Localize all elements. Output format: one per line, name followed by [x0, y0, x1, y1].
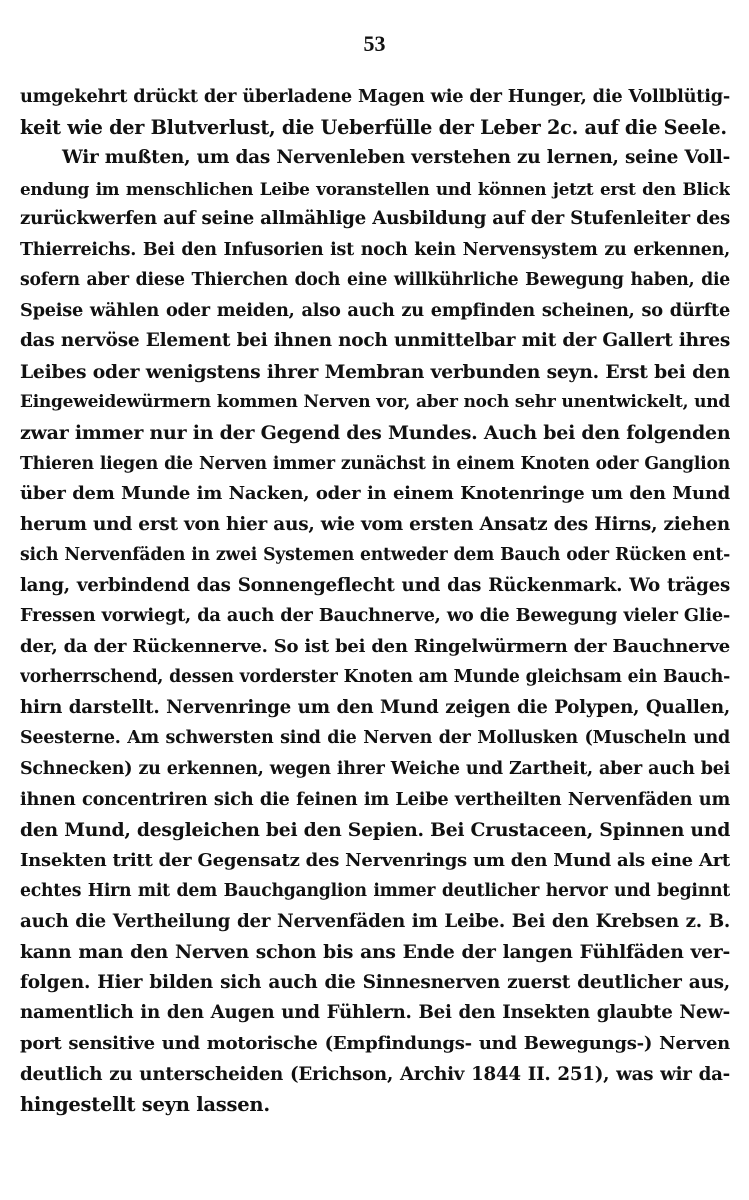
- text-line: Seesterne. Am schwersten sind die Nerven der Mollusken (Muscheln und: [20, 728, 730, 749]
- body-text: [20, 82, 730, 1121]
- page-number: 53: [363, 31, 386, 56]
- text-line: auch die Vertheilung der Nervenfäden im Leibe. Bei den Krebsen z. B.: [20, 910, 730, 932]
- text-line: Eingeweidewürmern kommen Nerven vor, aber noch sehr unentwickelt, und: [20, 392, 730, 413]
- text-line: sofern aber diese Thierchen doch eine willkührliche Bewegung haben, die: [20, 270, 730, 291]
- text-line: hingestellt seyn lassen.: [20, 1093, 270, 1117]
- text-line: Wir mußten, um das Nervenleben verstehen zu lernen, seine Voll-: [62, 147, 730, 169]
- text-line: deutlich zu unterscheiden (Erichson, Archiv 1844 II. 251), was wir da-: [20, 1063, 730, 1085]
- text-line: sich Nervenfäden in zwei Systemen entweder dem Bauch oder Rücken ent-: [20, 545, 730, 566]
- text-line: Schnecken) zu erkennen, wegen ihrer Weiche und Zartheit, aber auch bei: [20, 759, 730, 780]
- text-line: kann man den Nerven schon bis ans Ende der langen Fühlfäden ver-: [20, 941, 730, 964]
- text-line: umgekehrt drückt der überladene Magen wie der Hunger, die Vollblütig-: [20, 86, 730, 107]
- text-line: ihnen concentriren sich die feinen im Leibe vertheilten Nervenfäden um: [20, 788, 730, 810]
- text-line: zwar immer nur in der Gegend des Mundes. Auch bei den folgenden: [20, 422, 730, 445]
- text-line: Speise wählen oder meiden, also auch zu empfinden scheinen, so dürfte: [20, 299, 730, 321]
- text-line: keit wie der Blutverlust, die Ueberfülle der Leber 2c. auf die Seele.: [20, 115, 727, 139]
- text-line: Fressen vorwiegt, da auch der Bauchnerve, wo die Bewegung vieler Glie-: [20, 605, 730, 627]
- text-line: namentlich in den Augen und Fühlern. Bei den Insekten glaubte New-: [20, 1002, 730, 1024]
- text-line: über dem Munde im Nacken, oder in einem Knotenringe um den Mund: [20, 483, 730, 505]
- text-line: Insekten tritt der Gegensatz des Nervenrings um den Mund als eine Art: [20, 849, 730, 871]
- text-line: zurückwerfen auf seine allmählige Ausbildung auf der Stufenleiter des: [20, 208, 730, 230]
- text-line: hirn darstellt. Nervenringe um den Mund zeigen die Polypen, Quallen,: [20, 696, 730, 718]
- text-line: Thieren liegen die Nerven immer zunächst in einem Knoten oder Ganglion: [20, 453, 730, 474]
- text-line: herum und erst von hier aus, wie vom ersten Ansatz des Hirns, ziehen: [20, 513, 730, 535]
- text-line: der, da der Rückennerve. So ist bei den Ringelwürmern der Bauchnerve: [20, 635, 730, 657]
- text-line: folgen. Hier bilden sich auch die Sinnesnerven zuerst deutlicher aus,: [20, 971, 730, 993]
- text-line: das nervöse Element bei ihnen noch unmittelbar mit der Gallert ihres: [20, 330, 730, 352]
- text-line: Leibes oder wenigstens ihrer Membran verbunden seyn. Erst bei den: [20, 360, 730, 383]
- text-line: lang, verbindend das Sonnengeflecht und das Rückenmark. Wo träges: [20, 574, 730, 596]
- text-line: den Mund, desgleichen bei den Sepien. Bei Crustaceen, Spinnen und: [20, 819, 730, 842]
- text-line: endung im menschlichen Leibe voranstellen und können jetzt erst den Blick: [20, 178, 730, 199]
- text-line: port sensitive und motorische (Empfindungs- und Bewegungs-) Nerven: [20, 1032, 730, 1054]
- text-line: vorherrschend, dessen vorderster Knoten am Munde gleichsam ein Bauch-: [20, 667, 730, 688]
- text-line: Thierreichs. Bei den Infusorien ist noch kein Nervensystem zu erkennen,: [20, 239, 730, 260]
- text-line: echtes Hirn mit dem Bauchganglion immer deutlicher hervor und beginnt: [20, 881, 730, 902]
